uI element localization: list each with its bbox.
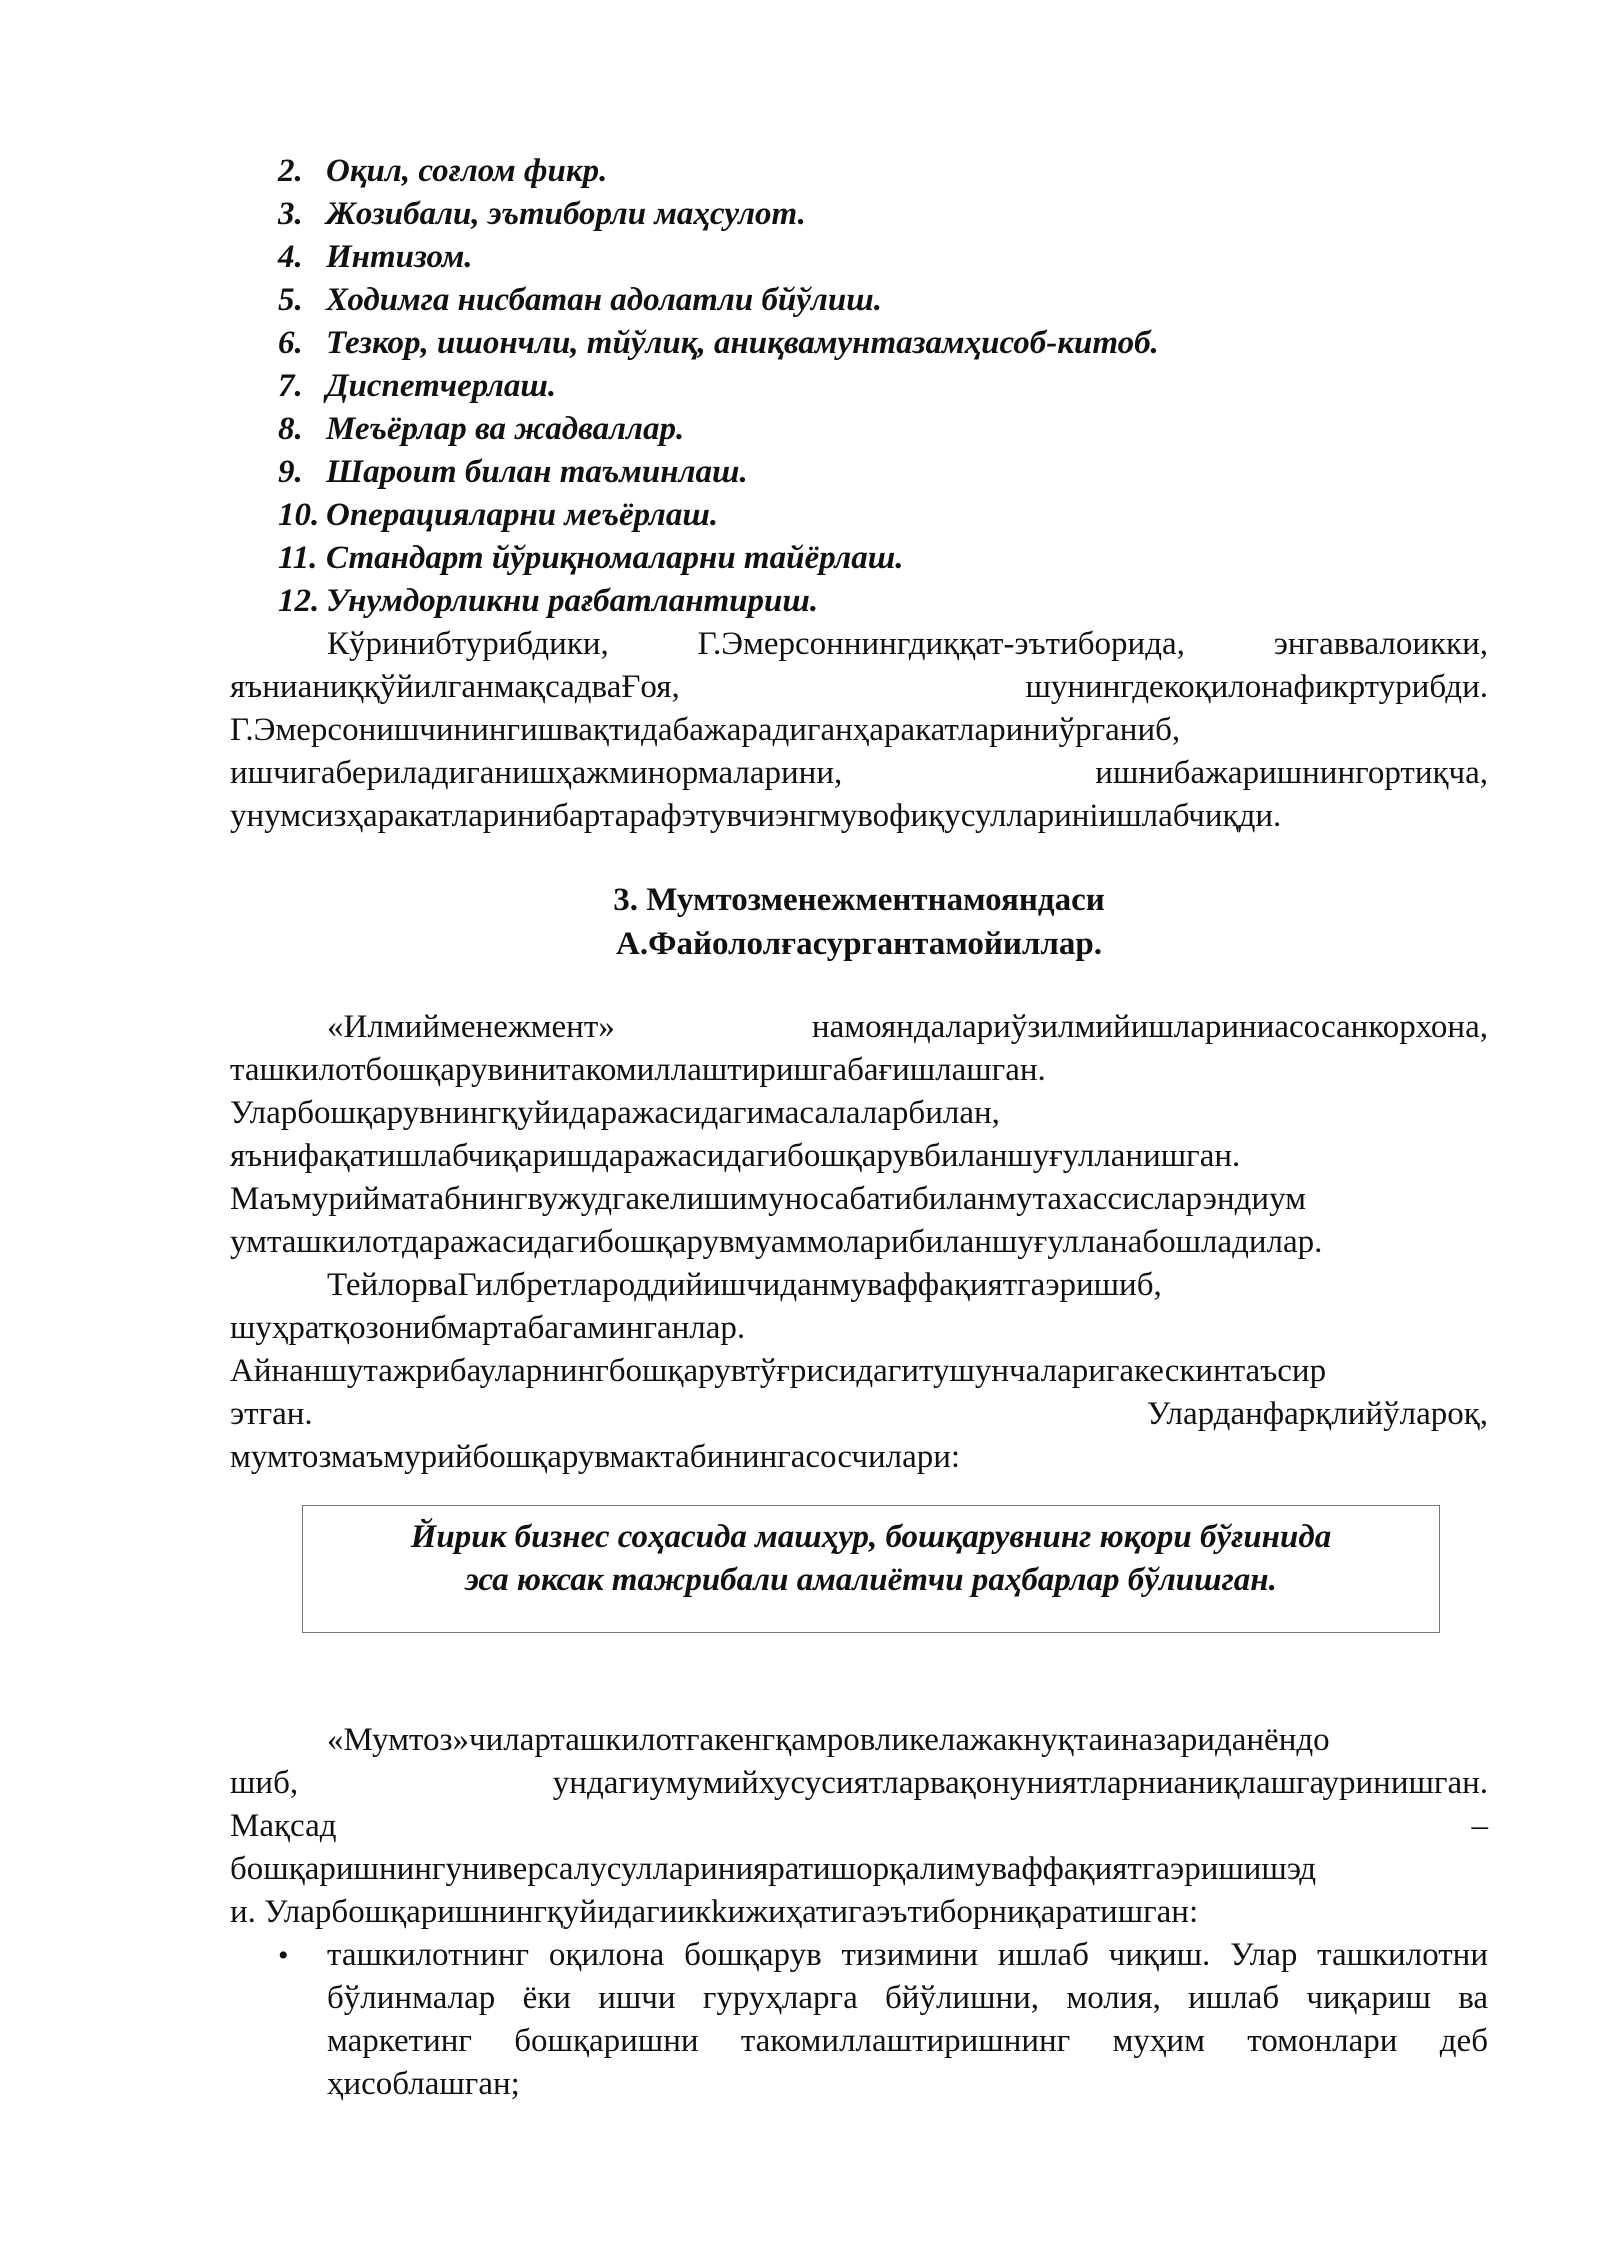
list-item-text: ташкилотнинг оқилона бошқарув тизимини ишлаб чиқиш. Улар ташкилотни бўлинмалар ёки ишчи гуруҳларга бйўлишни, молия, ишлаб чиқариш ва маркетинг бошқаришни такомиллаштиришнинг муҳим томонлари деб ҳисоблашган; [327,1937,1488,2102]
text-line: Кўринибтурибдики, Г.Эмерсоннингдиққат-эътиборида, энгаввалоикки, [327,626,1488,662]
note-line: эса юксак тажрибали амалиётчи раҳбарлар бўлишган. [465,1562,1277,1598]
list-item [278,451,1488,494]
paragraph-classics [230,1719,1488,1934]
list-item-text: Стандарт йўриқномаларни тайёрлаш. [326,540,904,576]
list-item-number: 3. [278,196,303,232]
list-item [278,580,1488,623]
section-heading [230,878,1488,966]
text-line: и. Уларбошқаришнингқуйидагиикkижиҳатигаэътиборниқаратишган: [230,1894,1199,1930]
list-item-text: Жозибали, эътиборли маҳсулот. [326,196,806,232]
text-line: унумсизҳаракатларинибартарафэтувчиэнгмувофиқусулларинiишлабчиқди. [230,798,1282,834]
list-item-number: 12. [278,583,320,619]
list-item-text: Унумдорликни рағбатлантириш. [326,583,819,619]
paragraph-emerson [230,623,1488,838]
list-item [278,322,1488,365]
note-line: Йирик бизнес соҳасида машҳур, бошқарувнинг юқори бўғинида [410,1519,1332,1555]
list-item [278,236,1488,279]
list-item-number: 5. [278,282,303,318]
list-item-number: 11. [278,540,318,576]
list-item-text: Меъёрлар ва жадваллар. [326,411,685,447]
text-line: мумтозмаъмурийбошқарувмактабинингасосчилари: [230,1439,961,1475]
list-item-text: Интизом. [326,239,473,275]
list-item [278,494,1488,537]
list-item-number: 4. [278,239,303,275]
principles-list [230,150,1488,623]
text-line: Мақсад – [230,1808,1488,1844]
paragraph-scientific-management [230,1006,1488,1264]
list-item-text: Шароит билан таъминлаш. [326,454,748,490]
list-item [278,150,1488,193]
text-line: этган. Уларданфарқлийўлароқ, [230,1396,1488,1432]
text-line: шуҳратқозонибмартабагаминганлар. [230,1310,746,1346]
spacer [230,1633,1488,1719]
list-item-text: Диспетчерлаш. [326,368,557,404]
section-heading-line: А.Файололғасургантамойиллар. [616,926,1102,962]
text-line: шиб, ундагиумумийхусусиятларвақонуниятларнианиқлашгауринишган. [230,1765,1488,1801]
text-line: «Илмийменежмент» намояндалариўзилмийишлариниасосанкорхона, [327,1009,1488,1045]
list-item [230,1934,1488,2106]
text-line: Айнаншутажрибауларнингбошқарувтўғрисидагитушунчаларигакескинтаъсир [230,1353,1327,1389]
list-item-number: 6. [278,325,303,361]
list-item [278,279,1488,322]
list-item-text: Операцияларни меъёрлаш. [326,497,719,533]
text-line: «Мумтоз»чиларташкилотгакенгқамровликелажакнуқтаиназариданёндо [327,1722,1330,1758]
highlighted-note-box [302,1505,1440,1633]
list-item [278,365,1488,408]
text-line: Уларбошқарувнингқуйидаражасидагимасалаларбилан, [230,1095,1000,1131]
list-item-text: Ходимга нисбатан адолатли бйўлиш. [326,282,882,318]
text-line: Маъмурийматабнингвужудгакелишимуносабатибиланмутахассисларэндиум [230,1181,1307,1217]
text-line: яънианиққўйилганмақсадваҒоя, шунингдекоқилонафикртурибди. [230,669,1488,705]
list-item-number: 7. [278,368,303,404]
paragraph-taylor-gilbreth [230,1264,1488,1479]
text-line: умташкилотдаражасидагибошқарувмуаммоларибиланшуғулланабошладилар. [230,1224,1323,1260]
text-line: бошқаришнингуниверсалусулларинияратишорқалимуваффақиятгаэришишэд [230,1851,1317,1887]
list-item-number: 10. [278,497,320,533]
bullet-icon: • [278,1939,289,1972]
text-line: ташкилотбошқарувинитакомиллаштиришгабағишлашган. [230,1052,1046,1088]
list-item-text: Тезкор, ишончли, тйўлиқ, аниқвамунтазамҳисоб-китоб. [326,325,1159,361]
text-line: ТейлорваГилбретлароддийишчиданмуваффақиятгаэришиб, [327,1267,1162,1303]
list-item-number: 8. [278,411,303,447]
section-heading-line: 3. Мумтозменежментнамояндаси [613,882,1105,918]
page-content [230,150,1488,2106]
list-item-text: Оқил, соғлом фикр. [326,153,608,189]
list-item [278,193,1488,236]
text-line: Г.Эмерсонишчинингишвақтидабажарадиганҳаракатлариниўрганиб, [230,712,1181,748]
list-item [278,408,1488,451]
list-item [278,537,1488,580]
list-item-number: 2. [278,153,303,189]
text-line: ишчигабериладиганишҳажминормаларини, ишнибажаришнингортиқча, [230,755,1488,791]
spacer [230,966,1488,1006]
list-item-number: 9. [278,454,303,490]
bullet-list [230,1934,1488,2106]
text-line: яънифақатишлабчиқаришдаражасидагибошқарувбиланшуғулланишган. [230,1138,1241,1174]
